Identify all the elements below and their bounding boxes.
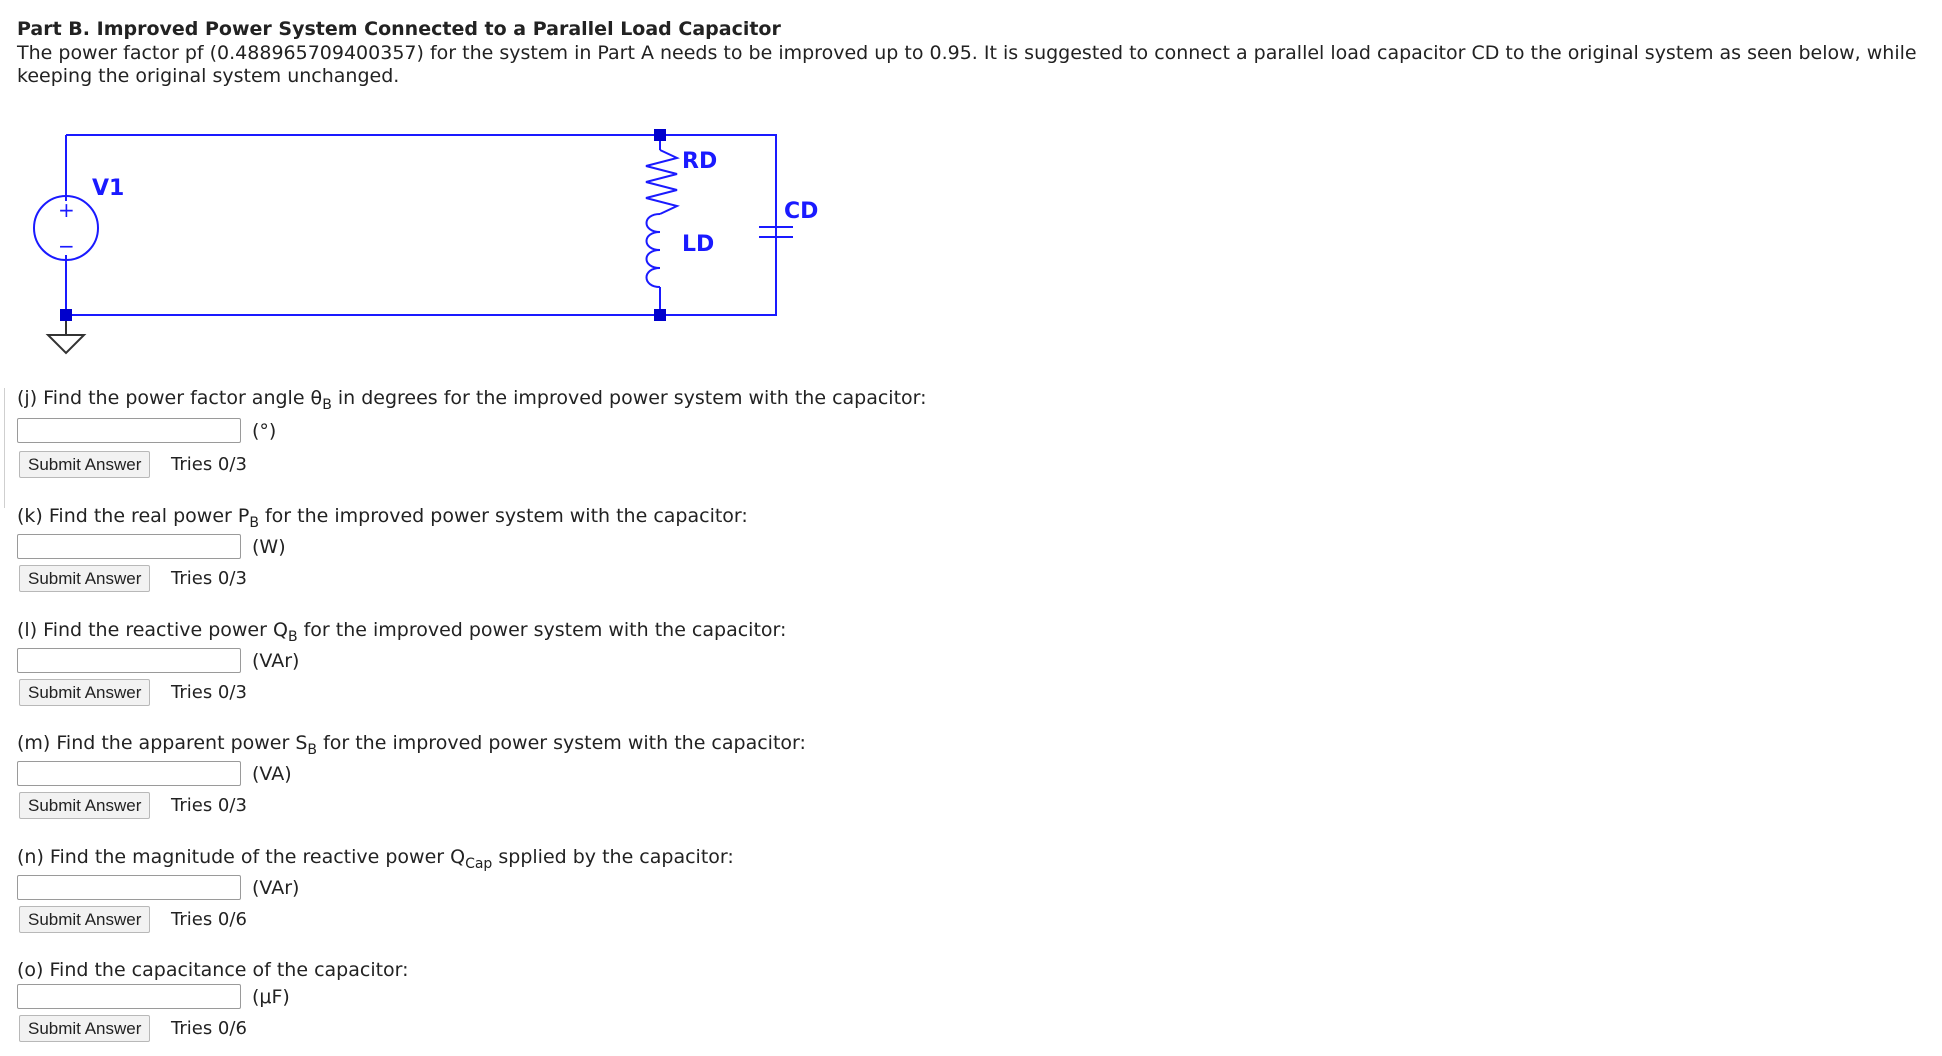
unit-o: (μF) [252, 986, 290, 1008]
unit-n: (VAr) [252, 877, 300, 899]
part-title: Part B. Improved Power System Connected to a Parallel Load Capacitor [17, 18, 781, 40]
ground-icon [48, 321, 84, 353]
source-minus-sign: − [58, 234, 75, 258]
tries-l: Tries 0/3 [171, 682, 247, 703]
side-scroll-indicator [0, 388, 5, 508]
submit-answer-button-m[interactable]: Submit Answer [19, 792, 150, 819]
unit-l: (VAr) [252, 650, 300, 672]
question-m-text: (m) Find the apparent power $S_B$ for the improved power system with the capacitor: [17, 732, 806, 758]
capacitor-label: CD [784, 199, 819, 224]
capacitor-icon [759, 135, 793, 315]
question-n-text: (n) Find the magnitude of the reactive power $Q_{Cap}$ spplied by the capacitor: [17, 846, 734, 872]
intro-paragraph: The power factor pf (0.488965709400357) for the system in Part A needs to be improved up to 0.95. It is suggested to connect a parallel load capacitor CD to the original system as seen below, while keeping the original system unchanged. [17, 42, 1917, 87]
tries-j: Tries 0/3 [171, 454, 247, 475]
resistor-icon [646, 150, 677, 214]
source-label: V1 [92, 176, 125, 201]
node-bottom-right [654, 309, 666, 321]
answer-input-o[interactable] [17, 984, 241, 1009]
tries-k: Tries 0/3 [171, 568, 247, 589]
circuit-diagram [0, 115, 820, 365]
node-bottom-left [60, 309, 72, 321]
answer-input-l[interactable] [17, 648, 241, 673]
inductor-label: LD [682, 232, 715, 257]
answer-input-n[interactable] [17, 875, 241, 900]
question-l-text: (l) Find the reactive power $Q_B$ for the improved power system with the capacitor: [17, 619, 787, 645]
question-k-text: (k) Find the real power $P_B$ for the improved power system with the capacitor: [17, 505, 748, 531]
question-o-text: (o) Find the capacitance of the capacitor: [17, 959, 409, 981]
tries-n: Tries 0/6 [171, 909, 247, 930]
source-plus-sign: + [58, 198, 75, 222]
submit-answer-button-o[interactable]: Submit Answer [19, 1015, 150, 1042]
answer-input-k[interactable] [17, 534, 241, 559]
unit-m: (VA) [252, 763, 292, 785]
answer-input-j[interactable] [17, 418, 241, 443]
node-top [654, 129, 666, 141]
unit-k: (W) [252, 536, 286, 558]
submit-answer-button-l[interactable]: Submit Answer [19, 679, 150, 706]
answer-input-m[interactable] [17, 761, 241, 786]
submit-answer-button-k[interactable]: Submit Answer [19, 565, 150, 592]
circuit-wires [66, 135, 776, 315]
unit-j: (°) [252, 420, 277, 442]
tries-m: Tries 0/3 [171, 795, 247, 816]
inductor-icon [647, 214, 661, 287]
resistor-label: RD [682, 149, 718, 174]
question-j-text: (j) Find the power factor angle $\theta_B$ in degrees for the improved power system with the capacitor: [17, 387, 927, 413]
tries-o: Tries 0/6 [171, 1018, 247, 1039]
submit-answer-button-n[interactable]: Submit Answer [19, 906, 150, 933]
submit-answer-button-j[interactable]: Submit Answer [19, 451, 150, 478]
